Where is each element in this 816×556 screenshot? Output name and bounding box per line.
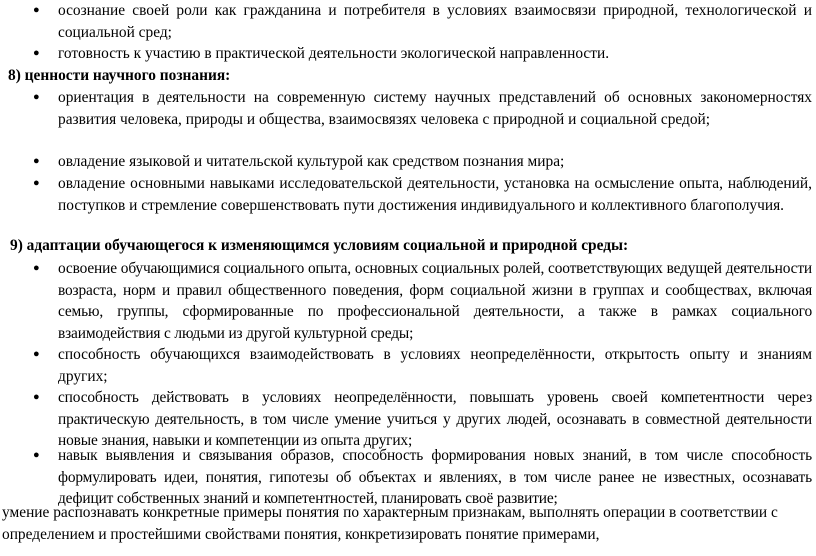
- list-item-text: способность действовать в условиях неопределённости, повышать уровень своей компетентности через практическую деятельность, в том числе умение учиться у других людей, осознавать в совместной деятельности новые знания, навыки и компетенции из опыта других;: [58, 389, 812, 450]
- bullet-icon: ●: [33, 91, 40, 103]
- bullet-icon: ●: [33, 155, 40, 167]
- list-item-text: осознание своей роли как гражданина и потребителя в условиях взаимосвязи природной, технологической и социальной сред;: [58, 2, 812, 41]
- section-heading: 8) ценности научного познания:: [8, 67, 231, 84]
- bullet-icon: ●: [33, 177, 40, 189]
- list-item: [33, 387, 812, 452]
- list-item: [33, 0, 812, 43]
- list-item-text: навык выявления и связывания образов, способность формирования новых знаний, в том числе способность формулировать идеи, понятия, гипотезы об объектах и явлениях, в том числе ранее не известных, осознавать дефицит собственных знаний и компетентностей, планировать своё развитие;: [58, 447, 812, 508]
- list-item-text: ориентация в деятельности на современную систему научных представлений об основных закономерностях развития человека, природы и общества, взаимосвязях человека с природной и социальной средой;: [58, 89, 812, 128]
- list-item-text: освоение обучающимися социального опыта, основных социальных ролей, соответствующих ведущей деятельности возраста, норм и правил общественного поведения, форм социальной жизни в группах и сообществах, включая семью, группы, сформированные по профессиональной деятельности, а также в рамках социального взаимодействия с людьми из другой культурной среды;: [58, 260, 812, 342]
- bullet-icon: ●: [33, 348, 40, 360]
- bullet-icon: ●: [33, 262, 40, 274]
- list-item: [33, 258, 812, 344]
- paragraph: умение распознавать конкретные примеры понятия по характерным признакам, выполнять операции в соответствии с определением и простейшими свойствами понятия, конкретизировать понятие примерами,: [2, 504, 778, 543]
- list-item-text: способность обучающихся взаимодействовать в условиях неопределённости, открытость опыту и знаниям других;: [58, 346, 812, 385]
- list-item-text: овладение языковой и читательской культурой как средством познания мира;: [58, 153, 565, 170]
- list-item-text: готовность к участию в практической деятельности экологической направленности.: [58, 45, 610, 62]
- bullet-icon: ●: [33, 47, 40, 59]
- bullet-icon: ●: [33, 4, 40, 16]
- bullet-icon: ●: [33, 449, 40, 461]
- list-item: [33, 173, 812, 216]
- list-item: [33, 445, 812, 510]
- list-item: [33, 151, 812, 173]
- section-heading: 9) адаптации обучающегося к изменяющимся условиям социальной и природной среды:: [10, 237, 629, 254]
- list-item-text: овладение основными навыками исследовательской деятельности, установка на осмысление опыта, наблюдений, поступков и стремление совершенствовать пути достижения индивидуального и коллективного благополучия.: [58, 175, 812, 214]
- bullet-icon: ●: [33, 391, 40, 403]
- list-item: [33, 87, 812, 130]
- list-item: [33, 43, 812, 65]
- list-item: [33, 344, 812, 387]
